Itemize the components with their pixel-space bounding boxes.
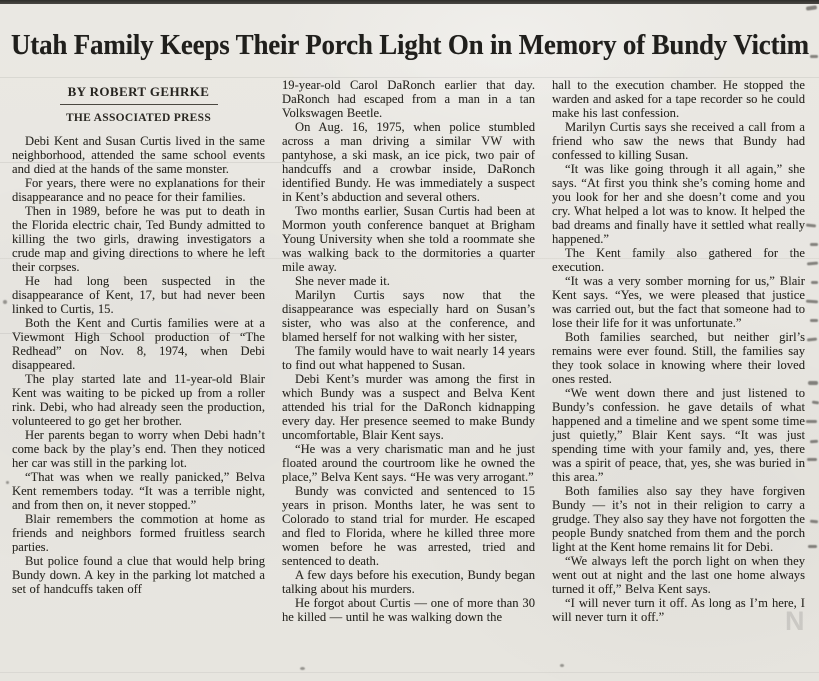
article-paragraph: The play started late and 11-year-old Blair Kent was waiting to be picked up from a roller rink. Debi, who had already seen the production, volunteered to go get her brother. [12, 372, 265, 428]
paper-speck [300, 667, 305, 670]
article-paragraph: “We always left the porch light on when they went out at night and the last one home always turned it off,” Belva Kent says. [552, 554, 805, 596]
scan-band [0, 333, 250, 334]
watermark: N [785, 606, 805, 636]
article-paragraph: Both the Kent and Curtis families were at a Viewmont High School production of “The Redhead” on Nov. 8, 1974, when Debi disappeared. [12, 316, 265, 372]
article-paragraph: Marilyn Curtis says she received a call from a friend who saw the news that Bundy had confessed to killing Susan. [552, 120, 805, 162]
byline: BY ROBERT GEHRKE [67, 84, 210, 99]
press-credit: THE ASSOCIATED PRESS [65, 112, 212, 124]
byline-block [12, 84, 265, 124]
edge-smudge [810, 55, 818, 58]
paper-speck [3, 300, 7, 304]
edge-smudge [812, 401, 819, 405]
article-paragraph: For years, there were no explanations for their disappearance and no peace for their families. [12, 176, 265, 204]
scan-band [0, 77, 819, 78]
article-paragraph: She never made it. [295, 274, 390, 288]
article-paragraph: “He was a very charismatic man and he just floated around the courtroom like he owned the place,” Belva Kent says. “He was very arrogant.” [282, 442, 535, 484]
edge-smudge [807, 337, 817, 341]
article-paragraph: “We went down there and just listened to Bundy’s confession. he gave details of what happened and a timeline and we spent some time just quietly,” Blair Kent says. “It was just spending time with your family and, yes, there was a spirit of peace, that, yes, she was buried in this area.” [552, 386, 805, 484]
article-paragraph: “It was a very somber morning for us,” Blair Kent says. “Yes, we were pleased that justice was carried out, but the fact that someone had to lose their life for it was unfortunate.” [552, 274, 805, 330]
article-paragraph: Two months earlier, Susan Curtis had been at Mormon youth conference banquet at Brigham Young University when she told a roommate she was walking back to the dormitories a quarter mile away. [282, 204, 535, 274]
paper-speck [6, 481, 9, 484]
article-paragraph: On Aug. 16, 1975, when police stumbled across a man driving a similar VW with pantyhose, a ski mask, an ice pick, two pair of handcuffs and a crowbar inside, DaRonch identified Bundy. He was immediately a suspect in Kent’s abduction and several others. [282, 120, 535, 204]
article-paragraph: “It was like going through it all again,” she says. “At first you think she’s coming home and you look for her and she doesn’t come and you cry. What helped a lot was to know. It helped the bad dreams and finally have it settled what really happened.” [552, 162, 805, 246]
article-paragraph: He had long been suspected in the disappearance of Kent, 17, but had never been linked to Curtis, 15. [12, 274, 265, 316]
paper-speck [560, 664, 564, 667]
byline-divider [60, 104, 218, 105]
edge-smudge [810, 440, 818, 444]
article-paragraph: Bundy was convicted and sentenced to 15 years in prison. Months later, he was sent to Colorado to stand trial for murder. He escaped and fled to Florida, where he killed three more women before he was arrested, tried and sentenced to death. [282, 484, 535, 568]
edge-smudge [806, 420, 817, 423]
edge-smudge [806, 300, 818, 304]
edge-smudge [807, 262, 818, 266]
article-paragraph: Blair remembers the commotion at home as friends and neighbors formed fruitless search parties. [12, 512, 265, 554]
article-paragraph: Both families searched, but neither girl’s remains were ever found. Still, the families say they took solace in knowing where their loved ones rested. [552, 330, 805, 386]
article-columns [12, 78, 807, 624]
article-paragraph: The Kent family also gathered for the execution. [552, 246, 805, 274]
column-2 [282, 78, 535, 624]
article-paragraph: 19-year-old Carol DaRonch earlier that day. DaRonch had escaped from a man in a tan Volkswagen Beetle. [282, 78, 535, 120]
scan-band [0, 672, 819, 673]
article-paragraph: Debi Kent’s murder was among the first in which Bundy was a suspect and Belva Kent attended his trial for the DaRonch kidnapping every day. Her presence seemed to make Bundy uncomfortable, Blair Kent says. [282, 372, 535, 442]
article-paragraph: But police found a clue that would help bring Bundy down. A key in the parking lot matched a set of handcuffs taken off [12, 554, 265, 596]
edge-smudge [808, 381, 818, 385]
article-paragraph: “I will never turn it off. As long as I’m here, I will never turn it off.” [552, 596, 805, 624]
article-paragraph: Debi Kent and Susan Curtis lived in the same neighborhood, attended the same school events and died at the hands of the same monster. [12, 134, 265, 176]
edge-smudge [806, 223, 816, 227]
article-paragraph: A few days before his execution, Bundy began talking about his murders. [282, 568, 535, 596]
column-3 [552, 78, 805, 624]
article-paragraph: hall to the execution chamber. He stopped the warden and asked for a tape recorder so he could make his last confession. [552, 78, 805, 120]
article-paragraph: He forgot about Curtis — one of more than 30 he killed — until he was walking down the [282, 596, 535, 624]
edge-smudge [810, 243, 818, 246]
article-paragraph: Then in 1989, before he was put to death in the Florida electric chair, Ted Bundy admitted to killing the two girls, drawing investigators a crude map and giving directions to where he left their corpses. [12, 204, 265, 274]
column-1 [12, 78, 265, 624]
article-paragraph: Marilyn Curtis says now that the disappearance was especially hard on Susan’s sister, who was also at the conference, and blamed herself for not walking with her sister, [282, 288, 535, 344]
article-paragraph: Her parents began to worry when Debi hadn’t come back by the play’s end. Then they noticed her car was still in the parking lot. [12, 428, 265, 470]
headline: Utah Family Keeps Their Porch Light On in Memory of Bundy Victim [11, 29, 809, 61]
scan-band [0, 162, 320, 163]
edge-smudge [807, 458, 817, 461]
article-paragraph: The family would have to wait nearly 14 years to find out what happened to Susan. [282, 344, 535, 372]
scan-band [0, 258, 819, 259]
edge-smudge [808, 545, 817, 548]
edge-smudge [806, 5, 817, 10]
article-paragraph: Both families also say they have forgiven Bundy — it’s not in their religion to carry a grudge. They also say they have not forgotten the people Bundy snatched from them and the porch light at the Kent home remains lit for Debi. [552, 484, 805, 554]
article-paragraph: “That was when we really panicked,” Belva Kent remembers today. “It was a terrible night, and from then on, it never stopped.” [12, 470, 265, 512]
edge-smudge [810, 319, 818, 322]
edge-smudge [811, 281, 818, 284]
top-border-rule [0, 0, 819, 4]
edge-smudge [810, 520, 818, 524]
